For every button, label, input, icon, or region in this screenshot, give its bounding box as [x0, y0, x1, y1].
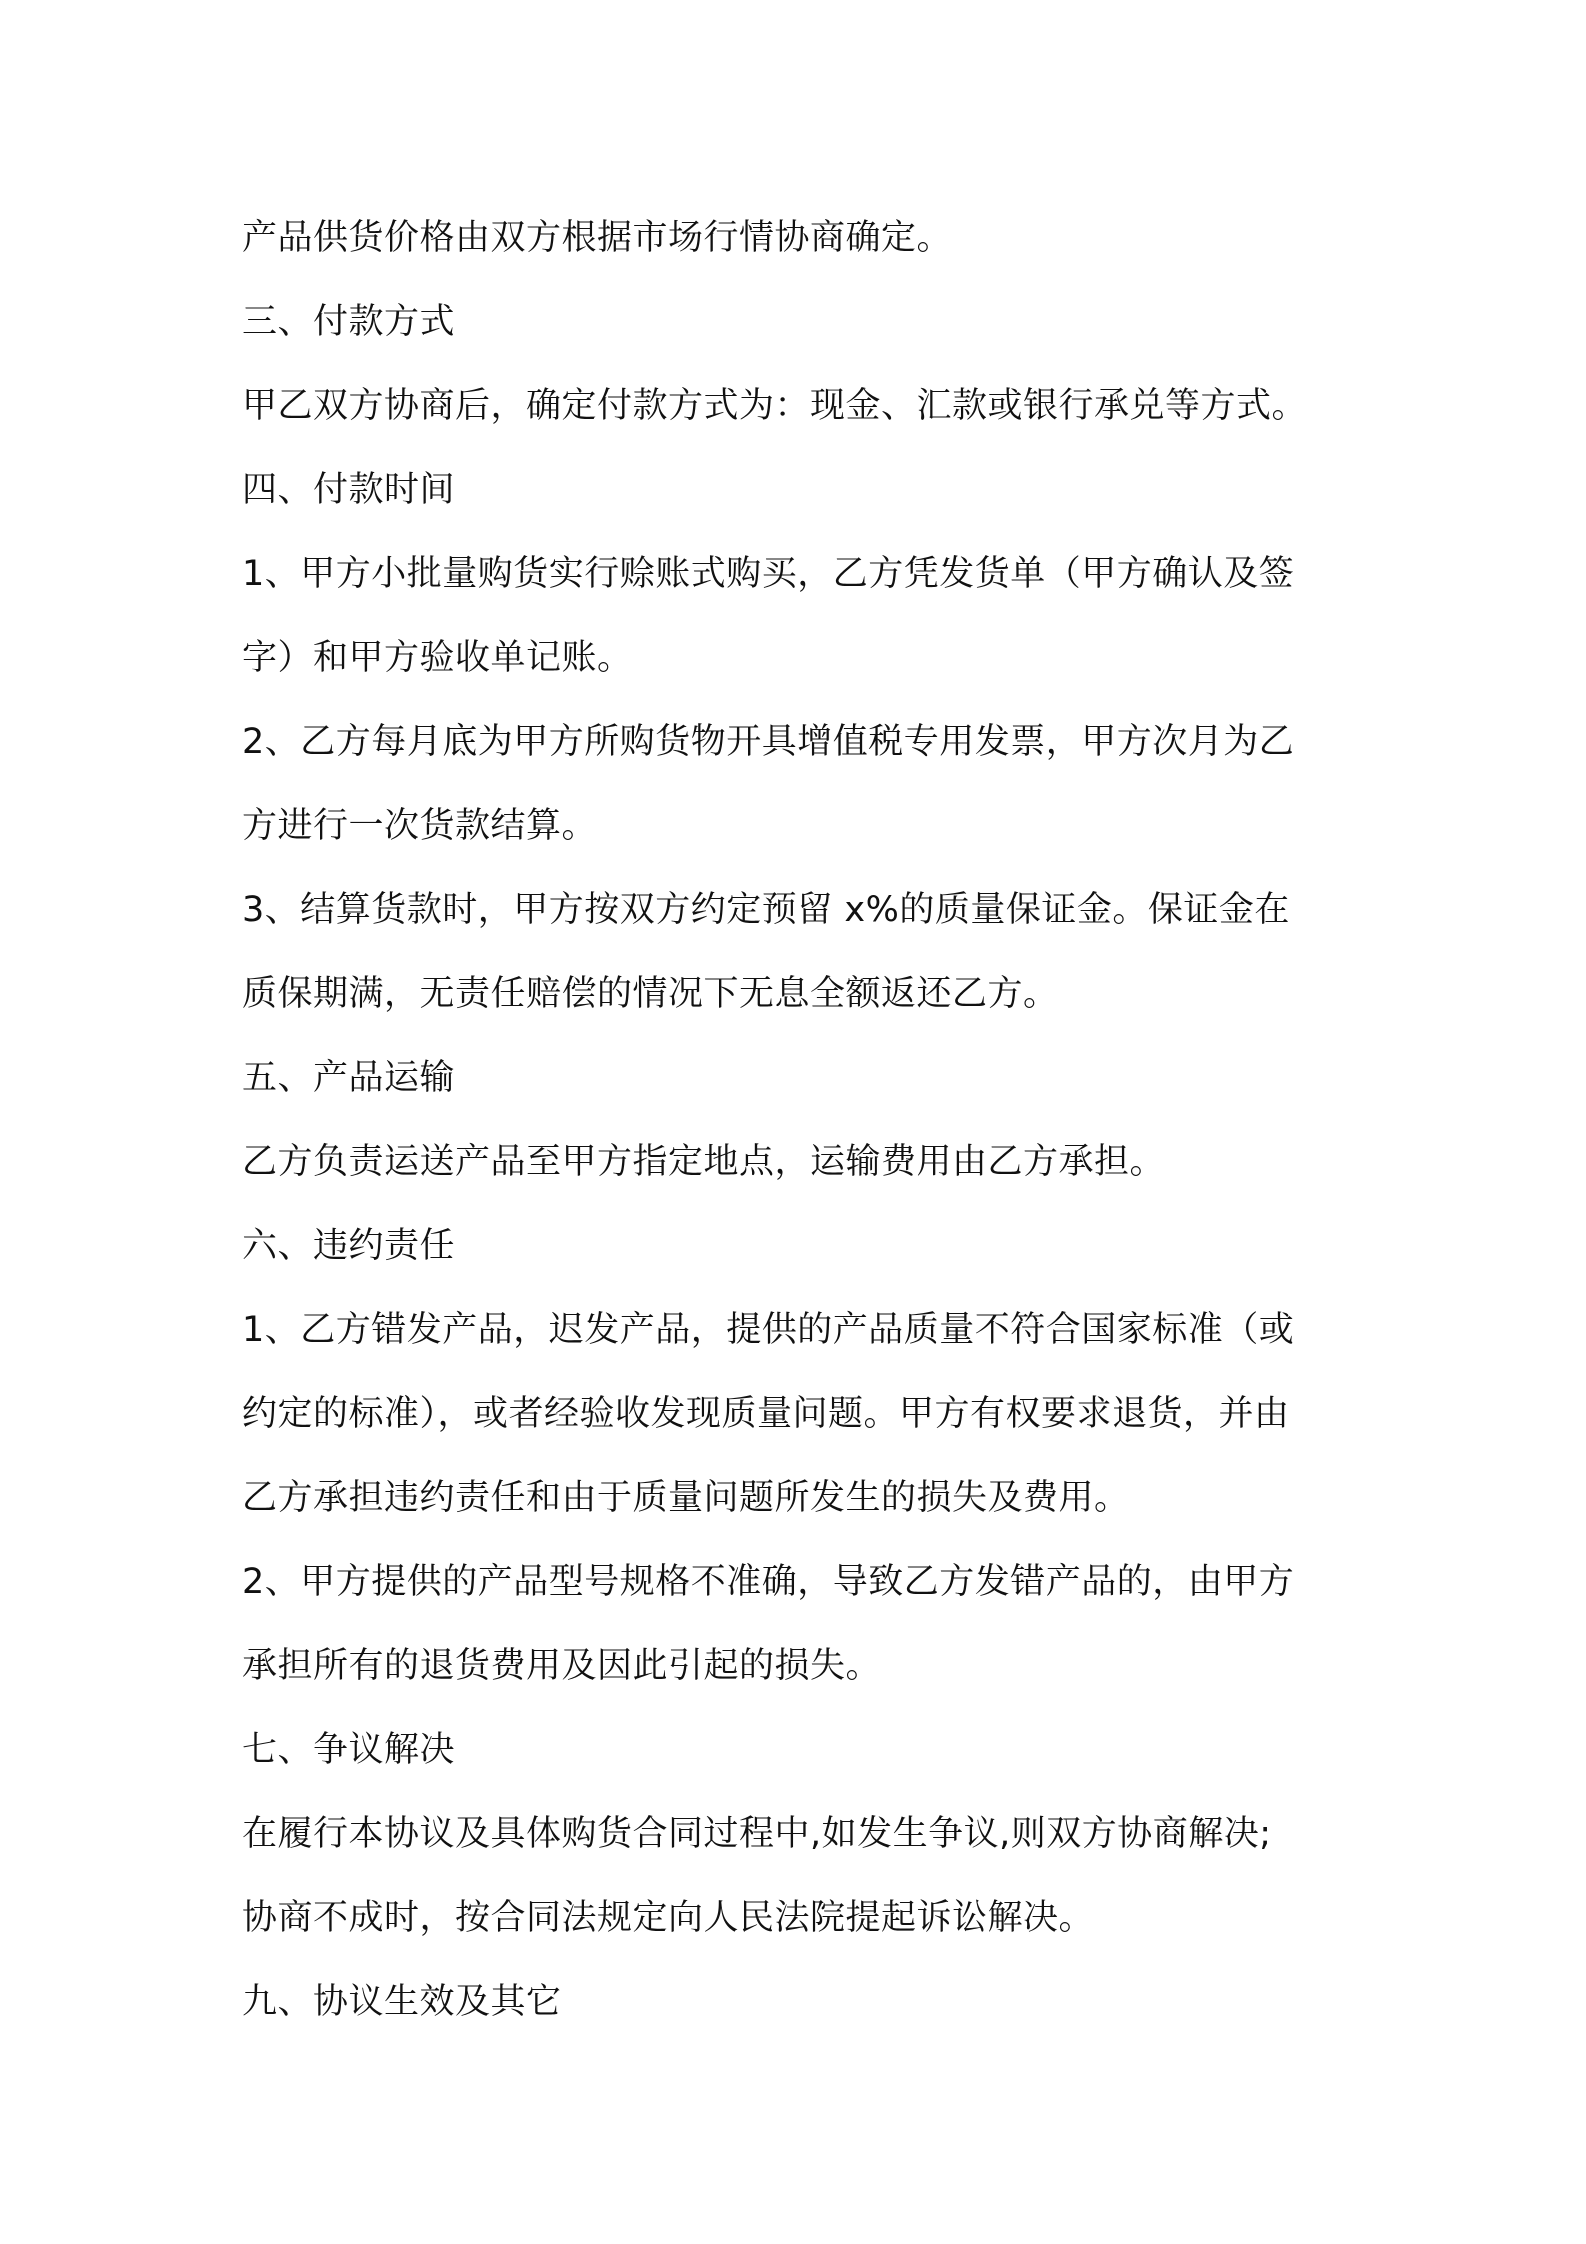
- paragraph-line-dispute-a: 在履行本协议及具体购货合同过程中,如发生争议,则双方协商解决;: [242, 1814, 1272, 1854]
- paragraph-line-price: 产品供货价格由双方根据市场行情协商确定。: [242, 218, 953, 258]
- paragraph-line-payment-time-2b: 方进行一次货款结算。: [242, 806, 598, 846]
- paragraph-line-payment-time-1b: 字）和甲方验收单记账。: [242, 638, 633, 678]
- paragraph-line-payment-time-3a: 3、结算货款时，甲方按双方约定预留 x%的质量保证金。保证金在: [242, 890, 1290, 930]
- paragraph-line-payment-time-2a: 2、乙方每月底为甲方所购货物开具增值税专用发票，甲方次月为乙: [242, 722, 1295, 762]
- paragraph-line-liability-1c: 乙方承担违约责任和由于质量问题所发生的损失及费用。: [242, 1478, 1130, 1518]
- section-heading-transport: 五、产品运输: [242, 1058, 456, 1098]
- paragraph-line-liability-1b: 约定的标准），或者经验收发现质量问题。甲方有权要求退货，并由: [242, 1394, 1290, 1434]
- section-heading-liability: 六、违约责任: [242, 1226, 456, 1266]
- section-heading-effectiveness: 九、协议生效及其它: [242, 1982, 562, 2022]
- section-heading-dispute: 七、争议解决: [242, 1730, 456, 1770]
- paragraph-line-liability-2a: 2、甲方提供的产品型号规格不准确，导致乙方发错产品的，由甲方: [242, 1562, 1295, 1602]
- paragraph-line-payment-time-1a: 1、甲方小批量购货实行赊账式购买，乙方凭发货单（甲方确认及签: [242, 554, 1295, 594]
- paragraph-line-transport: 乙方负责运送产品至甲方指定地点，运输费用由乙方承担。: [242, 1142, 1166, 1182]
- document-body: [242, 196, 1362, 2044]
- section-heading-payment-method: 三、付款方式: [242, 302, 456, 342]
- paragraph-line-payment-time-3b: 质保期满，无责任赔偿的情况下无息全额返还乙方。: [242, 974, 1059, 1014]
- paragraph-line-dispute-b: 协商不成时，按合同法规定向人民法院提起诉讼解决。: [242, 1898, 1095, 1938]
- section-heading-payment-time: 四、付款时间: [242, 470, 456, 510]
- paragraph-line-liability-2b: 承担所有的退货费用及因此引起的损失。: [242, 1646, 882, 1686]
- paragraph-line-payment-method: 甲乙双方协商后，确定付款方式为：现金、汇款或银行承兑等方式。: [242, 386, 1308, 426]
- paragraph-line-liability-1a: 1、乙方错发产品，迟发产品，提供的产品质量不符合国家标准（或: [242, 1310, 1295, 1350]
